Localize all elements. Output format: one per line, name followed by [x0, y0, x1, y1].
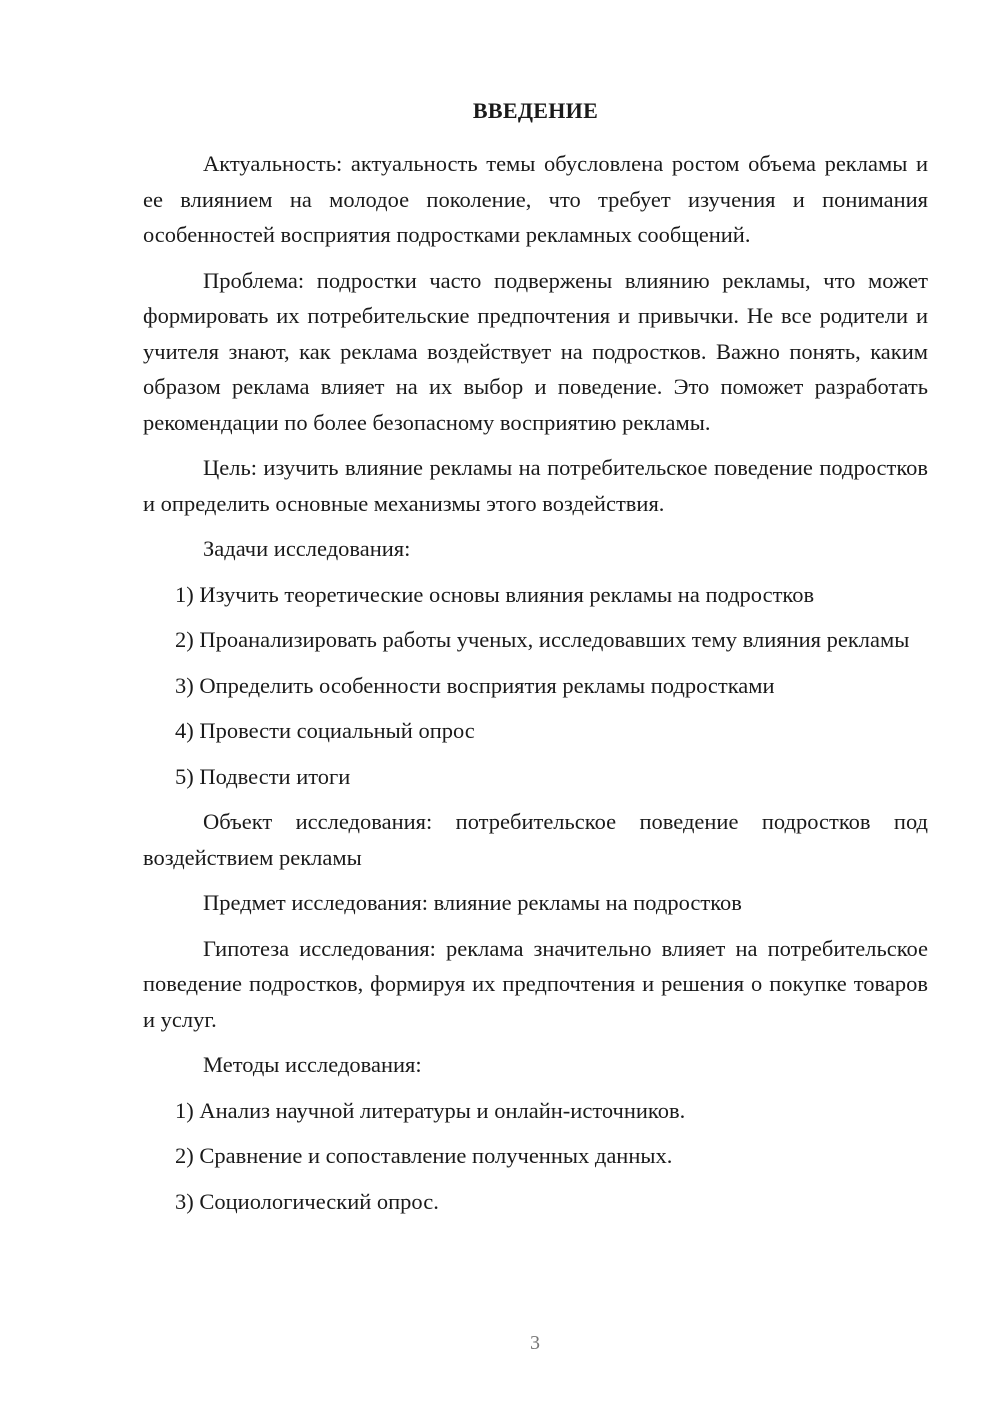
- paragraph-subject: Предмет исследования: влияние рекламы на подростков: [203, 890, 742, 915]
- paragraph-relevance: Актуальность: актуальность темы обусловлена ростом объема рекламы и ее влиянием на молодое поколение, что требует изучения и понимания особенностей восприятия подростками рекламных сообщений.: [143, 151, 928, 247]
- page-number: 3: [530, 1332, 540, 1354]
- paragraph-methods-heading: Методы исследования:: [203, 1052, 422, 1077]
- list-item: 1) Изучить теоретические основы влияния рекламы на подростков: [175, 581, 815, 607]
- list-item: 5) Подвести итоги: [175, 763, 351, 789]
- paragraph-object: Объект исследования: потребительское поведение подростков под воздействием рекламы: [143, 809, 928, 870]
- list-item: 2) Сравнение и сопоставление полученных данных.: [175, 1143, 673, 1168]
- paragraph-problem: Проблема: подростки часто подвержены влиянию рекламы, что может формировать их потребительские предпочтения и привычки. Не все родители и учителя знают, как реклама воздействует на подростков. Важно понять, каким образом реклама влияет на их выбор и поведение. Это поможет разработать рекомендации по более безопасному восприятию рекламы.: [143, 267, 928, 435]
- list-item: 3) Социологический опрос.: [175, 1188, 439, 1214]
- list-item: 4) Провести социальный опрос: [175, 718, 475, 743]
- list-item: 2) Проанализировать работы ученых, исследовавших тему влияния рекламы: [175, 627, 910, 652]
- document-page: [143, 96, 928, 1229]
- list-item: 1) Анализ научной литературы и онлайн-источников.: [175, 1097, 686, 1123]
- list-item: 3) Определить особенности восприятия рекламы подростками: [175, 672, 775, 698]
- paragraph-hypothesis: Гипотеза исследования: реклама значительно влияет на потребительское поведение подростков, формируя их предпочтения и решения о покупке товаров и услуг.: [143, 935, 928, 1032]
- paragraph-tasks-heading: Задачи исследования:: [203, 536, 411, 561]
- paragraph-goal: Цель: изучить влияние рекламы на потребительское поведение подростков и определить основные механизмы этого воздействия.: [143, 455, 928, 516]
- section-title: ВВЕДЕНИЕ: [472, 98, 599, 123]
